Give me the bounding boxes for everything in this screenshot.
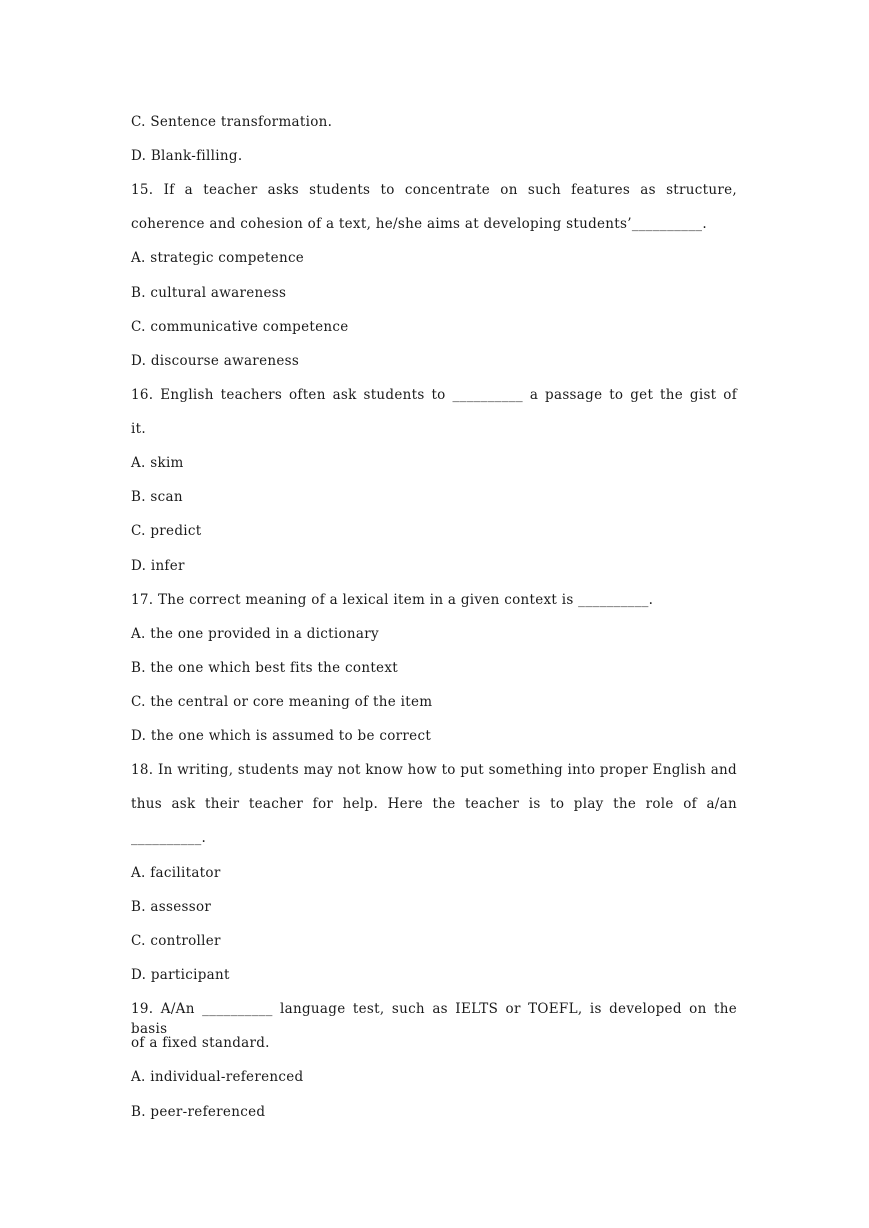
option-line: A. strategic competence [131,250,305,266]
question-18-line-2: thus ask their teacher for help. Here the teacher is to play the role of a/an [131,796,737,812]
option-line: C. the central or core meaning of the item [131,694,433,710]
option-line: D. participant [131,967,230,983]
option-line: C. controller [131,933,221,949]
option-line: C. predict [131,523,202,539]
option-line: D. discourse awareness [131,353,300,369]
option-line: B. peer-referenced [131,1104,266,1120]
option-line: A. facilitator [131,865,221,881]
question-18-line-1: 18. In writing, students may not know how to put something into proper English and [131,762,737,778]
question-19-line-1: 19. A/An __________ language test, such as IELTS or TOEFL, is developed on the basis [131,1001,737,1037]
question-15-line-1: 15. If a teacher asks students to concentrate on such features as structure, [131,182,737,198]
question-19-line-2: of a fixed standard. [131,1035,270,1051]
question-16-line-2: it. [131,421,146,437]
option-line: D. infer [131,558,185,574]
option-line: B. scan [131,489,183,505]
option-line: B. the one which best fits the context [131,660,398,676]
question-17-line-1: 17. The correct meaning of a lexical item in a given context is __________. [131,592,654,608]
option-line: A. the one provided in a dictionary [131,626,379,642]
option-line: C. communicative competence [131,319,349,335]
question-16-line-1: 16. English teachers often ask students to __________ a passage to get the gist of [131,387,737,403]
option-line: A. individual-referenced [131,1069,304,1085]
option-line: B. cultural awareness [131,285,287,301]
option-line: A. skim [131,455,184,471]
option-line: C. Sentence transformation. [131,114,333,130]
question-18-line-3: __________. [131,830,207,846]
option-line: D. Blank-filling. [131,148,243,164]
question-15-line-2: coherence and cohesion of a text, he/she aims at developing students’__________. [131,216,707,232]
option-line: B. assessor [131,899,212,915]
option-line: D. the one which is assumed to be correct [131,728,432,744]
